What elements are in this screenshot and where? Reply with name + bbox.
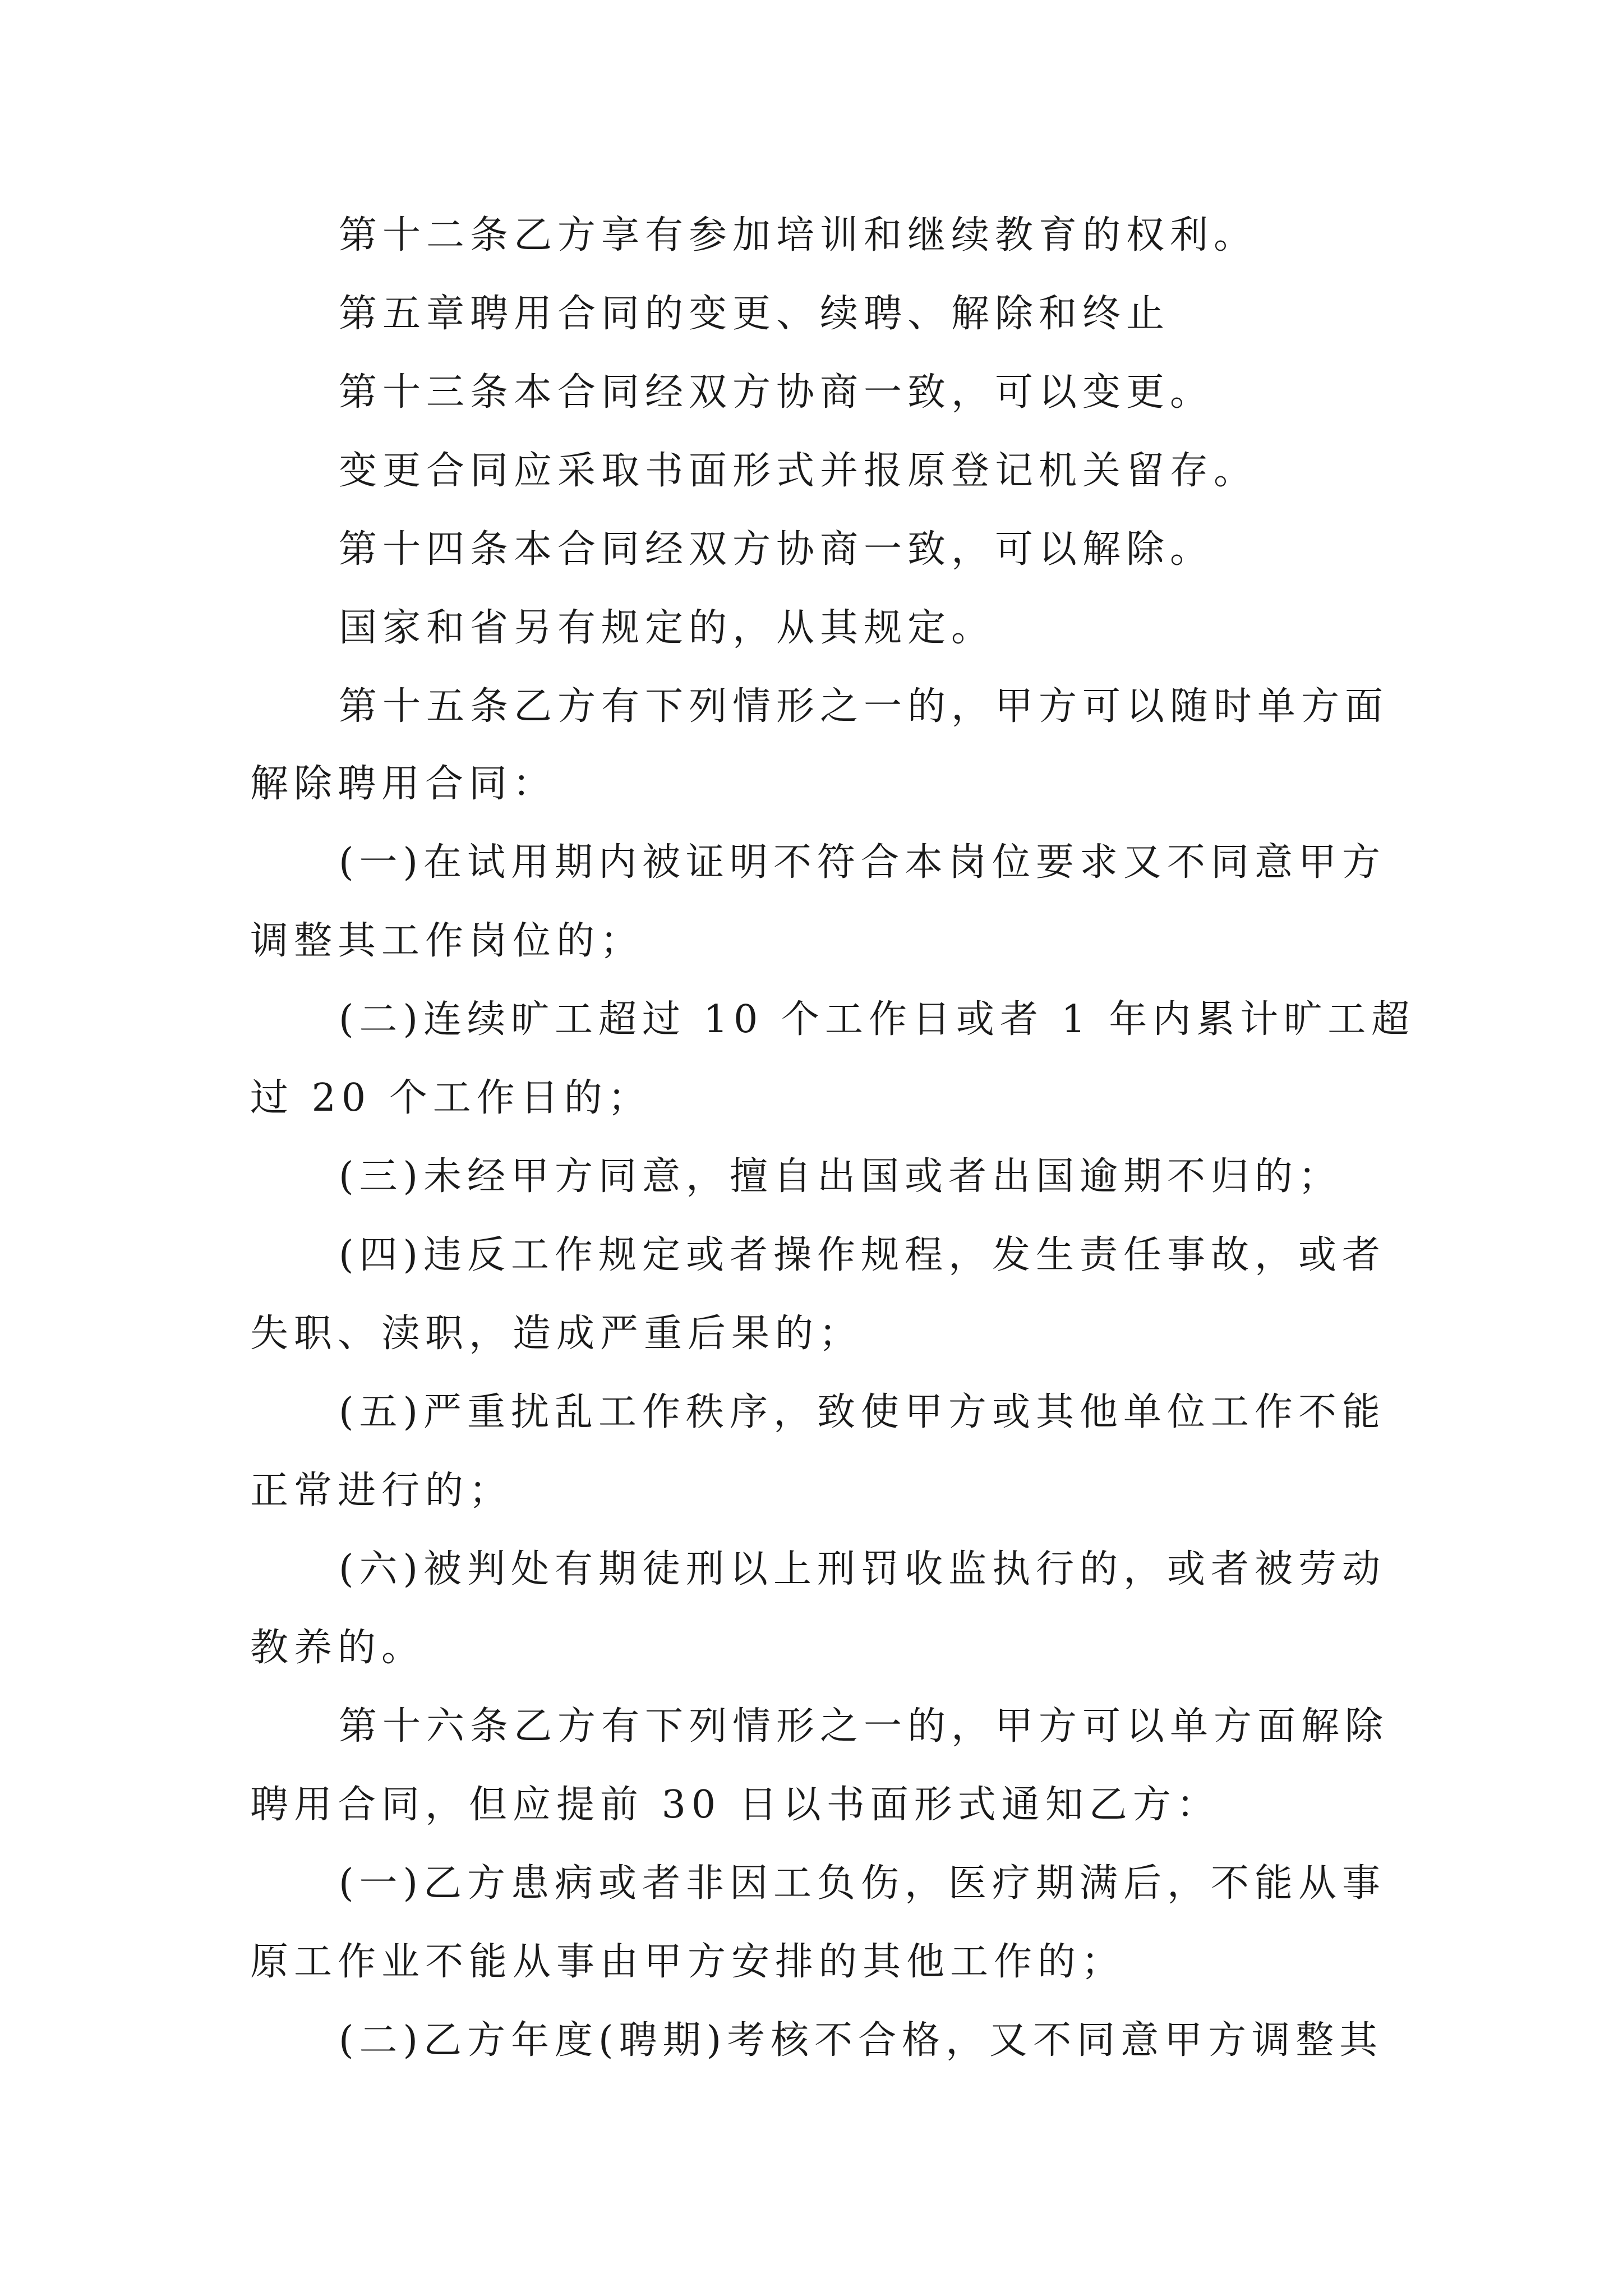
text-line: (二)连续旷工超过 10 个工作日或者 1 年内累计旷工超 (339, 997, 1415, 1042)
text-line: (一)乙方患病或者非因工负伤，医疗期满后，不能从事 (339, 1861, 1386, 1906)
text-line: (一)在试用期内被证明不符合本岗位要求又不同意甲方 (339, 840, 1386, 885)
text-line: 变更合同应采取书面形式并报原登记机关留存。 (339, 449, 1258, 493)
text-line: 正常进行的； (250, 1469, 513, 1513)
text-line: 聘用合同，但应提前 30 日以书面形式通知乙方： (250, 1783, 1220, 1827)
text-line: 教养的。 (250, 1626, 426, 1670)
text-line: (四)违反工作规定或者操作规程，发生责任事故，或者 (339, 1233, 1386, 1277)
text-line: 失职、渎职，造成严重后果的； (250, 1312, 863, 1356)
text-line: 第十六条乙方有下列情形之一的，甲方可以单方面解除 (339, 1704, 1389, 1749)
text-line: 过 20 个工作日的； (250, 1076, 652, 1120)
text-line: (五)严重扰乱工作秩序，致使甲方或其他单位工作不能 (339, 1390, 1386, 1434)
text-line: 调整其工作岗位的； (250, 919, 644, 963)
text-line: 国家和省另有规定的，从其规定。 (339, 606, 995, 650)
text-line: (二)乙方年度(聘期)考核不合格，又不同意甲方调整其 (339, 2018, 1384, 2063)
text-line: 第十二条乙方享有参加培训和继续教育的权利。 (339, 213, 1258, 257)
text-line: 第十五条乙方有下列情形之一的，甲方可以随时单方面 (339, 684, 1389, 729)
chapter-heading: 第五章聘用合同的变更、续聘、解除和终止 (339, 292, 1170, 336)
text-line: 第十四条本合同经双方协商一致，可以解除。 (339, 527, 1214, 572)
text-line: 解除聘用合同： (250, 762, 557, 806)
text-line: 第十三条本合同经双方协商一致，可以变更。 (339, 370, 1214, 415)
text-line: (六)被判处有期徒刑以上刑罚收监执行的，或者被劳动 (339, 1547, 1386, 1591)
text-line: (三)未经甲方同意，擅自出国或者出国逾期不归的； (339, 1154, 1343, 1199)
text-line: 原工作业不能从事由甲方安排的其他工作的； (250, 1940, 1126, 1984)
